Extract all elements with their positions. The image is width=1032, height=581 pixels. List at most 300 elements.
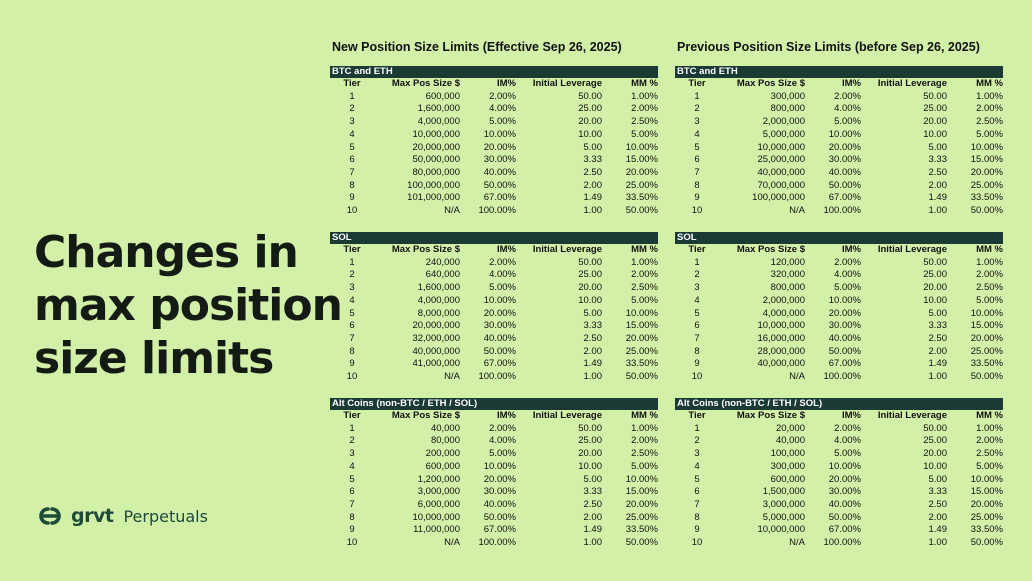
initial-leverage-cell: 1.49: [928, 524, 947, 536]
max-pos-size-cell: N/A: [444, 537, 460, 549]
table-header-row: [675, 78, 1003, 91]
im-percent-cell: 5.00%: [834, 282, 861, 294]
im-percent-cell: 67.00%: [483, 358, 516, 370]
max-pos-size-cell: 6,000,000: [417, 498, 460, 510]
tier-cell: 4: [694, 460, 700, 472]
initial-leverage-cell: 1.00: [583, 537, 602, 549]
max-pos-size-cell: 8,000,000: [417, 307, 460, 319]
max-pos-size-header: Max Pos Size $: [736, 410, 805, 421]
mm-percent-cell: 1.00%: [976, 422, 1003, 434]
mm-percent-cell: 25.00%: [970, 511, 1003, 523]
tier-cell: 5: [349, 141, 355, 153]
mm-percent-cell: 15.00%: [970, 154, 1003, 166]
mm-percent-header: MM %: [631, 410, 658, 421]
tier-cell: 1: [349, 90, 355, 102]
table-row: [330, 512, 658, 525]
table-row: [675, 282, 1003, 295]
max-pos-size-cell: 10,000,000: [757, 524, 805, 536]
im-percent-cell: 50.00%: [483, 511, 516, 523]
initial-leverage-header: Initial Leverage: [877, 244, 947, 255]
initial-leverage-cell: 1.49: [928, 192, 947, 204]
table-header-row: [330, 244, 658, 257]
mm-percent-cell: 20.00%: [970, 332, 1003, 344]
max-pos-size-header: Max Pos Size $: [391, 244, 460, 255]
table-row: [675, 423, 1003, 436]
tier-table: [330, 244, 658, 384]
tier-header: Tier: [688, 244, 706, 255]
im-percent-cell: 67.00%: [483, 524, 516, 536]
initial-leverage-cell: 5.00: [928, 307, 947, 319]
max-pos-size-cell: 100,000,000: [752, 192, 805, 204]
initial-leverage-cell: 10.00: [578, 128, 602, 140]
initial-leverage-cell: 2.00: [583, 179, 602, 191]
table-row: [330, 192, 658, 205]
max-pos-size-cell: 300,000: [770, 90, 805, 102]
mm-percent-cell: 2.50%: [976, 116, 1003, 128]
tier-cell: 9: [349, 524, 355, 536]
im-percent-cell: 50.00%: [483, 345, 516, 357]
mm-percent-cell: 10.00%: [625, 473, 658, 485]
mm-percent-cell: 2.00%: [976, 435, 1003, 447]
table-row: [330, 346, 658, 359]
section-header: Alt Coins (non-BTC / ETH / SOL): [330, 398, 658, 410]
max-pos-size-cell: 640,000: [425, 269, 460, 281]
table-header-row: [675, 410, 1003, 423]
im-percent-cell: 2.00%: [834, 90, 861, 102]
table-header-row: [675, 244, 1003, 257]
tier-cell: 8: [349, 179, 355, 191]
im-percent-cell: 100.00%: [823, 537, 861, 549]
tier-cell: 2: [349, 435, 355, 447]
max-pos-size-cell: 3,000,000: [417, 486, 460, 498]
max-pos-size-cell: 10,000,000: [412, 511, 460, 523]
max-pos-size-cell: 80,000,000: [412, 166, 460, 178]
max-pos-size-cell: 10,000,000: [412, 128, 460, 140]
max-pos-size-cell: 11,000,000: [413, 524, 460, 536]
tier-cell: 8: [694, 179, 700, 191]
im-percent-header: IM%: [497, 410, 516, 421]
table-row: [675, 499, 1003, 512]
initial-leverage-cell: 3.33: [583, 154, 602, 166]
table-row: [330, 295, 658, 308]
im-percent-cell: 20.00%: [483, 473, 516, 485]
im-percent-cell: 5.00%: [489, 116, 516, 128]
max-pos-size-cell: 70,000,000: [757, 179, 805, 191]
im-percent-cell: 67.00%: [483, 192, 516, 204]
section-header: Alt Coins (non-BTC / ETH / SOL): [675, 398, 1003, 410]
tier-cell: 1: [349, 422, 355, 434]
max-pos-size-cell: 5,000,000: [762, 128, 805, 140]
tier-cell: 1: [694, 256, 700, 268]
table-row: [330, 524, 658, 537]
new-limits-section: [330, 66, 658, 218]
max-pos-size-cell: N/A: [789, 371, 805, 383]
tier-cell: 4: [349, 128, 355, 140]
tier-cell: 8: [349, 345, 355, 357]
mm-percent-cell: 25.00%: [625, 511, 658, 523]
im-percent-header: IM%: [842, 244, 861, 255]
im-percent-cell: 50.00%: [828, 511, 861, 523]
max-pos-size-cell: 101,000,000: [407, 192, 460, 204]
max-pos-size-cell: 40,000,000: [757, 166, 805, 178]
tier-cell: 5: [694, 307, 700, 319]
table-row: [330, 180, 658, 193]
max-pos-size-cell: 16,000,000: [757, 332, 805, 344]
tier-cell: 6: [349, 486, 355, 498]
mm-percent-cell: 2.50%: [631, 448, 658, 460]
tier-cell: 5: [349, 307, 355, 319]
brand-logo: [34, 504, 208, 528]
initial-leverage-cell: 10.00: [923, 128, 947, 140]
tier-cell: 1: [694, 422, 700, 434]
max-pos-size-header: Max Pos Size $: [391, 410, 460, 421]
table-header-row: [330, 410, 658, 423]
tier-cell: 3: [349, 282, 355, 294]
im-percent-cell: 2.00%: [489, 256, 516, 268]
im-percent-cell: 100.00%: [478, 205, 516, 217]
max-pos-size-cell: 1,600,000: [417, 282, 460, 294]
table-row: [330, 282, 658, 295]
initial-leverage-cell: 5.00: [583, 307, 602, 319]
table-row: [675, 295, 1003, 308]
mm-percent-cell: 20.00%: [970, 498, 1003, 510]
initial-leverage-cell: 3.33: [928, 486, 947, 498]
initial-leverage-cell: 2.50: [583, 166, 602, 178]
initial-leverage-cell: 10.00: [578, 294, 602, 306]
table-row: [330, 435, 658, 448]
max-pos-size-cell: 1,600,000: [417, 103, 460, 115]
im-percent-cell: 2.00%: [834, 256, 861, 268]
mm-percent-cell: 25.00%: [970, 179, 1003, 191]
im-percent-cell: 10.00%: [483, 294, 516, 306]
mm-percent-cell: 10.00%: [625, 307, 658, 319]
table-row: [675, 257, 1003, 270]
tier-cell: 2: [694, 269, 700, 281]
max-pos-size-cell: 41,000,000: [412, 358, 460, 370]
initial-leverage-header: Initial Leverage: [532, 410, 602, 421]
max-pos-size-header: Max Pos Size $: [736, 244, 805, 255]
initial-leverage-cell: 10.00: [923, 460, 947, 472]
max-pos-size-cell: 200,000: [425, 448, 460, 460]
mm-percent-cell: 5.00%: [631, 128, 658, 140]
max-pos-size-cell: 20,000: [775, 422, 805, 434]
initial-leverage-cell: 2.00: [583, 345, 602, 357]
table-row: [330, 461, 658, 474]
tier-cell: 10: [691, 537, 703, 549]
initial-leverage-cell: 1.00: [583, 205, 602, 217]
grvt-logo-icon: [34, 505, 66, 527]
im-percent-cell: 4.00%: [489, 435, 516, 447]
max-pos-size-cell: 10,000,000: [757, 141, 805, 153]
im-percent-cell: 5.00%: [834, 116, 861, 128]
mm-percent-cell: 1.00%: [631, 422, 658, 434]
mm-percent-cell: 2.50%: [976, 282, 1003, 294]
im-percent-cell: 4.00%: [489, 103, 516, 115]
im-percent-cell: 100.00%: [823, 205, 861, 217]
table-row: [330, 205, 658, 218]
title-line: max position: [34, 280, 342, 331]
im-percent-cell: 30.00%: [483, 154, 516, 166]
max-pos-size-cell: 25,000,000: [757, 154, 805, 166]
tier-cell: 7: [349, 498, 355, 510]
initial-leverage-cell: 20.00: [578, 448, 602, 460]
table-row: [330, 371, 658, 384]
tier-cell: 2: [694, 103, 700, 115]
max-pos-size-cell: 600,000: [770, 473, 805, 485]
mm-percent-cell: 2.00%: [631, 435, 658, 447]
previous-limits-title: Previous Position Size Limits (before Sep 26, 2025): [677, 40, 980, 54]
mm-percent-cell: 2.00%: [631, 103, 658, 115]
table-row: [675, 180, 1003, 193]
initial-leverage-cell: 3.33: [583, 320, 602, 332]
table-row: [675, 448, 1003, 461]
tier-cell: 6: [349, 154, 355, 166]
tier-header: Tier: [343, 244, 361, 255]
tier-cell: 9: [694, 524, 700, 536]
mm-percent-cell: 2.50%: [631, 116, 658, 128]
mm-percent-cell: 2.50%: [631, 282, 658, 294]
im-percent-cell: 20.00%: [483, 141, 516, 153]
mm-percent-cell: 1.00%: [631, 256, 658, 268]
max-pos-size-cell: N/A: [444, 205, 460, 217]
table-row: [675, 116, 1003, 129]
max-pos-size-cell: 40,000,000: [412, 345, 460, 357]
initial-leverage-cell: 1.00: [928, 371, 947, 383]
im-percent-cell: 20.00%: [828, 141, 861, 153]
initial-leverage-cell: 2.50: [928, 498, 947, 510]
initial-leverage-cell: 50.00: [923, 90, 947, 102]
initial-leverage-cell: 1.49: [583, 358, 602, 370]
table-row: [675, 461, 1003, 474]
tier-cell: 1: [349, 256, 355, 268]
mm-percent-cell: 10.00%: [625, 141, 658, 153]
im-percent-cell: 100.00%: [478, 537, 516, 549]
table-row: [675, 320, 1003, 333]
table-row: [675, 142, 1003, 155]
mm-percent-cell: 33.50%: [625, 192, 658, 204]
tier-cell: 5: [349, 473, 355, 485]
table-row: [330, 257, 658, 270]
table-row: [330, 499, 658, 512]
tier-cell: 9: [694, 192, 700, 204]
tier-cell: 8: [694, 345, 700, 357]
tier-cell: 10: [691, 371, 703, 383]
mm-percent-cell: 33.50%: [970, 524, 1003, 536]
mm-percent-cell: 5.00%: [631, 294, 658, 306]
title-line: Changes in: [34, 227, 298, 278]
initial-leverage-cell: 2.00: [928, 345, 947, 357]
im-percent-cell: 67.00%: [828, 524, 861, 536]
tier-cell: 7: [349, 332, 355, 344]
initial-leverage-cell: 50.00: [923, 256, 947, 268]
tier-cell: 3: [349, 448, 355, 460]
mm-percent-header: MM %: [631, 244, 658, 255]
initial-leverage-cell: 5.00: [583, 473, 602, 485]
max-pos-size-cell: 2,000,000: [762, 116, 805, 128]
im-percent-cell: 40.00%: [483, 498, 516, 510]
im-percent-cell: 4.00%: [834, 435, 861, 447]
initial-leverage-cell: 2.00: [583, 511, 602, 523]
table-row: [675, 435, 1003, 448]
tier-cell: 7: [694, 498, 700, 510]
mm-percent-cell: 5.00%: [976, 460, 1003, 472]
brand-product-name: Perpetuals: [123, 506, 208, 526]
tier-header: Tier: [343, 410, 361, 421]
initial-leverage-cell: 50.00: [578, 422, 602, 434]
mm-percent-cell: 50.00%: [625, 537, 658, 549]
tier-table: [675, 244, 1003, 384]
table-row: [330, 474, 658, 487]
initial-leverage-cell: 3.33: [928, 154, 947, 166]
max-pos-size-cell: 4,000,000: [417, 294, 460, 306]
mm-percent-cell: 5.00%: [976, 128, 1003, 140]
max-pos-size-cell: 10,000,000: [757, 320, 805, 332]
initial-leverage-header: Initial Leverage: [532, 244, 602, 255]
mm-percent-cell: 1.00%: [631, 90, 658, 102]
im-percent-cell: 5.00%: [489, 282, 516, 294]
initial-leverage-cell: 1.49: [583, 192, 602, 204]
mm-percent-cell: 50.00%: [970, 371, 1003, 383]
im-percent-cell: 20.00%: [828, 307, 861, 319]
tier-cell: 3: [694, 282, 700, 294]
table-row: [675, 205, 1003, 218]
im-percent-header: IM%: [497, 78, 516, 89]
table-row: [675, 524, 1003, 537]
tier-cell: 4: [349, 294, 355, 306]
mm-percent-cell: 2.00%: [976, 269, 1003, 281]
im-percent-cell: 30.00%: [828, 154, 861, 166]
title-line: size limits: [34, 333, 274, 384]
tier-cell: 9: [349, 358, 355, 370]
im-percent-cell: 4.00%: [834, 103, 861, 115]
table-row: [330, 320, 658, 333]
initial-leverage-cell: 1.00: [928, 537, 947, 549]
max-pos-size-cell: 40,000: [775, 435, 805, 447]
initial-leverage-cell: 2.50: [583, 332, 602, 344]
initial-leverage-cell: 10.00: [578, 460, 602, 472]
mm-percent-header: MM %: [976, 410, 1003, 421]
table-row: [675, 91, 1003, 104]
table-row: [330, 91, 658, 104]
new-limits-title: New Position Size Limits (Effective Sep 26, 2025): [332, 40, 622, 54]
max-pos-size-cell: 1,500,000: [762, 486, 805, 498]
im-percent-header: IM%: [842, 78, 861, 89]
initial-leverage-cell: 50.00: [578, 256, 602, 268]
im-percent-cell: 30.00%: [828, 320, 861, 332]
initial-leverage-cell: 25.00: [578, 103, 602, 115]
section-header: BTC and ETH: [330, 66, 658, 78]
mm-percent-cell: 15.00%: [970, 486, 1003, 498]
im-percent-cell: 10.00%: [828, 460, 861, 472]
mm-percent-cell: 10.00%: [970, 473, 1003, 485]
im-percent-cell: 40.00%: [483, 332, 516, 344]
im-percent-cell: 40.00%: [828, 332, 861, 344]
new-limits-section: [330, 232, 658, 384]
table-row: [330, 116, 658, 129]
initial-leverage-cell: 20.00: [578, 282, 602, 294]
initial-leverage-cell: 20.00: [923, 282, 947, 294]
mm-percent-cell: 15.00%: [625, 486, 658, 498]
tier-cell: 10: [346, 205, 358, 217]
mm-percent-header: MM %: [631, 78, 658, 89]
tier-table: [675, 78, 1003, 218]
table-row: [330, 333, 658, 346]
mm-percent-header: MM %: [976, 78, 1003, 89]
max-pos-size-cell: 4,000,000: [417, 116, 460, 128]
im-percent-header: IM%: [497, 244, 516, 255]
im-percent-cell: 10.00%: [483, 128, 516, 140]
mm-percent-cell: 50.00%: [625, 205, 658, 217]
section-header: SOL: [675, 232, 1003, 244]
tier-cell: 4: [694, 128, 700, 140]
mm-percent-cell: 20.00%: [970, 166, 1003, 178]
im-percent-cell: 67.00%: [828, 358, 861, 370]
im-percent-cell: 50.00%: [828, 345, 861, 357]
tier-cell: 5: [694, 473, 700, 485]
initial-leverage-cell: 2.50: [928, 332, 947, 344]
max-pos-size-cell: 100,000,000: [407, 179, 460, 191]
initial-leverage-cell: 20.00: [923, 448, 947, 460]
table-row: [675, 358, 1003, 371]
table-row: [675, 129, 1003, 142]
section-header: BTC and ETH: [675, 66, 1003, 78]
tier-cell: 4: [694, 294, 700, 306]
max-pos-size-cell: N/A: [789, 537, 805, 549]
tier-cell: 10: [346, 371, 358, 383]
tier-cell: 8: [349, 511, 355, 523]
initial-leverage-cell: 2.00: [928, 179, 947, 191]
initial-leverage-cell: 10.00: [923, 294, 947, 306]
tier-header: Tier: [343, 78, 361, 89]
initial-leverage-cell: 25.00: [578, 269, 602, 281]
max-pos-size-cell: 80,000: [430, 435, 460, 447]
max-pos-size-cell: 20,000,000: [412, 141, 460, 153]
tier-cell: 9: [694, 358, 700, 370]
max-pos-size-cell: 240,000: [425, 256, 460, 268]
table-row: [330, 423, 658, 436]
im-percent-cell: 4.00%: [489, 269, 516, 281]
mm-percent-cell: 20.00%: [625, 498, 658, 510]
mm-percent-cell: 2.50%: [976, 448, 1003, 460]
table-row: [675, 371, 1003, 384]
max-pos-size-cell: 40,000: [430, 422, 460, 434]
table-row: [675, 333, 1003, 346]
tier-cell: 2: [349, 269, 355, 281]
table-row: [330, 537, 658, 550]
tier-table: [330, 78, 658, 218]
table-row: [675, 346, 1003, 359]
tier-cell: 5: [694, 141, 700, 153]
tier-cell: 10: [691, 205, 703, 217]
im-percent-cell: 50.00%: [483, 179, 516, 191]
table-row: [675, 537, 1003, 550]
mm-percent-cell: 33.50%: [970, 358, 1003, 370]
max-pos-size-cell: 600,000: [425, 90, 460, 102]
mm-percent-cell: 25.00%: [625, 179, 658, 191]
tier-cell: 6: [349, 320, 355, 332]
mm-percent-header: MM %: [976, 244, 1003, 255]
tier-header: Tier: [688, 410, 706, 421]
mm-percent-cell: 20.00%: [625, 332, 658, 344]
mm-percent-cell: 50.00%: [625, 371, 658, 383]
im-percent-cell: 2.00%: [489, 422, 516, 434]
initial-leverage-cell: 25.00: [923, 435, 947, 447]
table-row: [330, 142, 658, 155]
initial-leverage-cell: 25.00: [923, 269, 947, 281]
previous-limits-section: [675, 398, 1003, 550]
table-header-row: [330, 78, 658, 91]
mm-percent-cell: 5.00%: [976, 294, 1003, 306]
